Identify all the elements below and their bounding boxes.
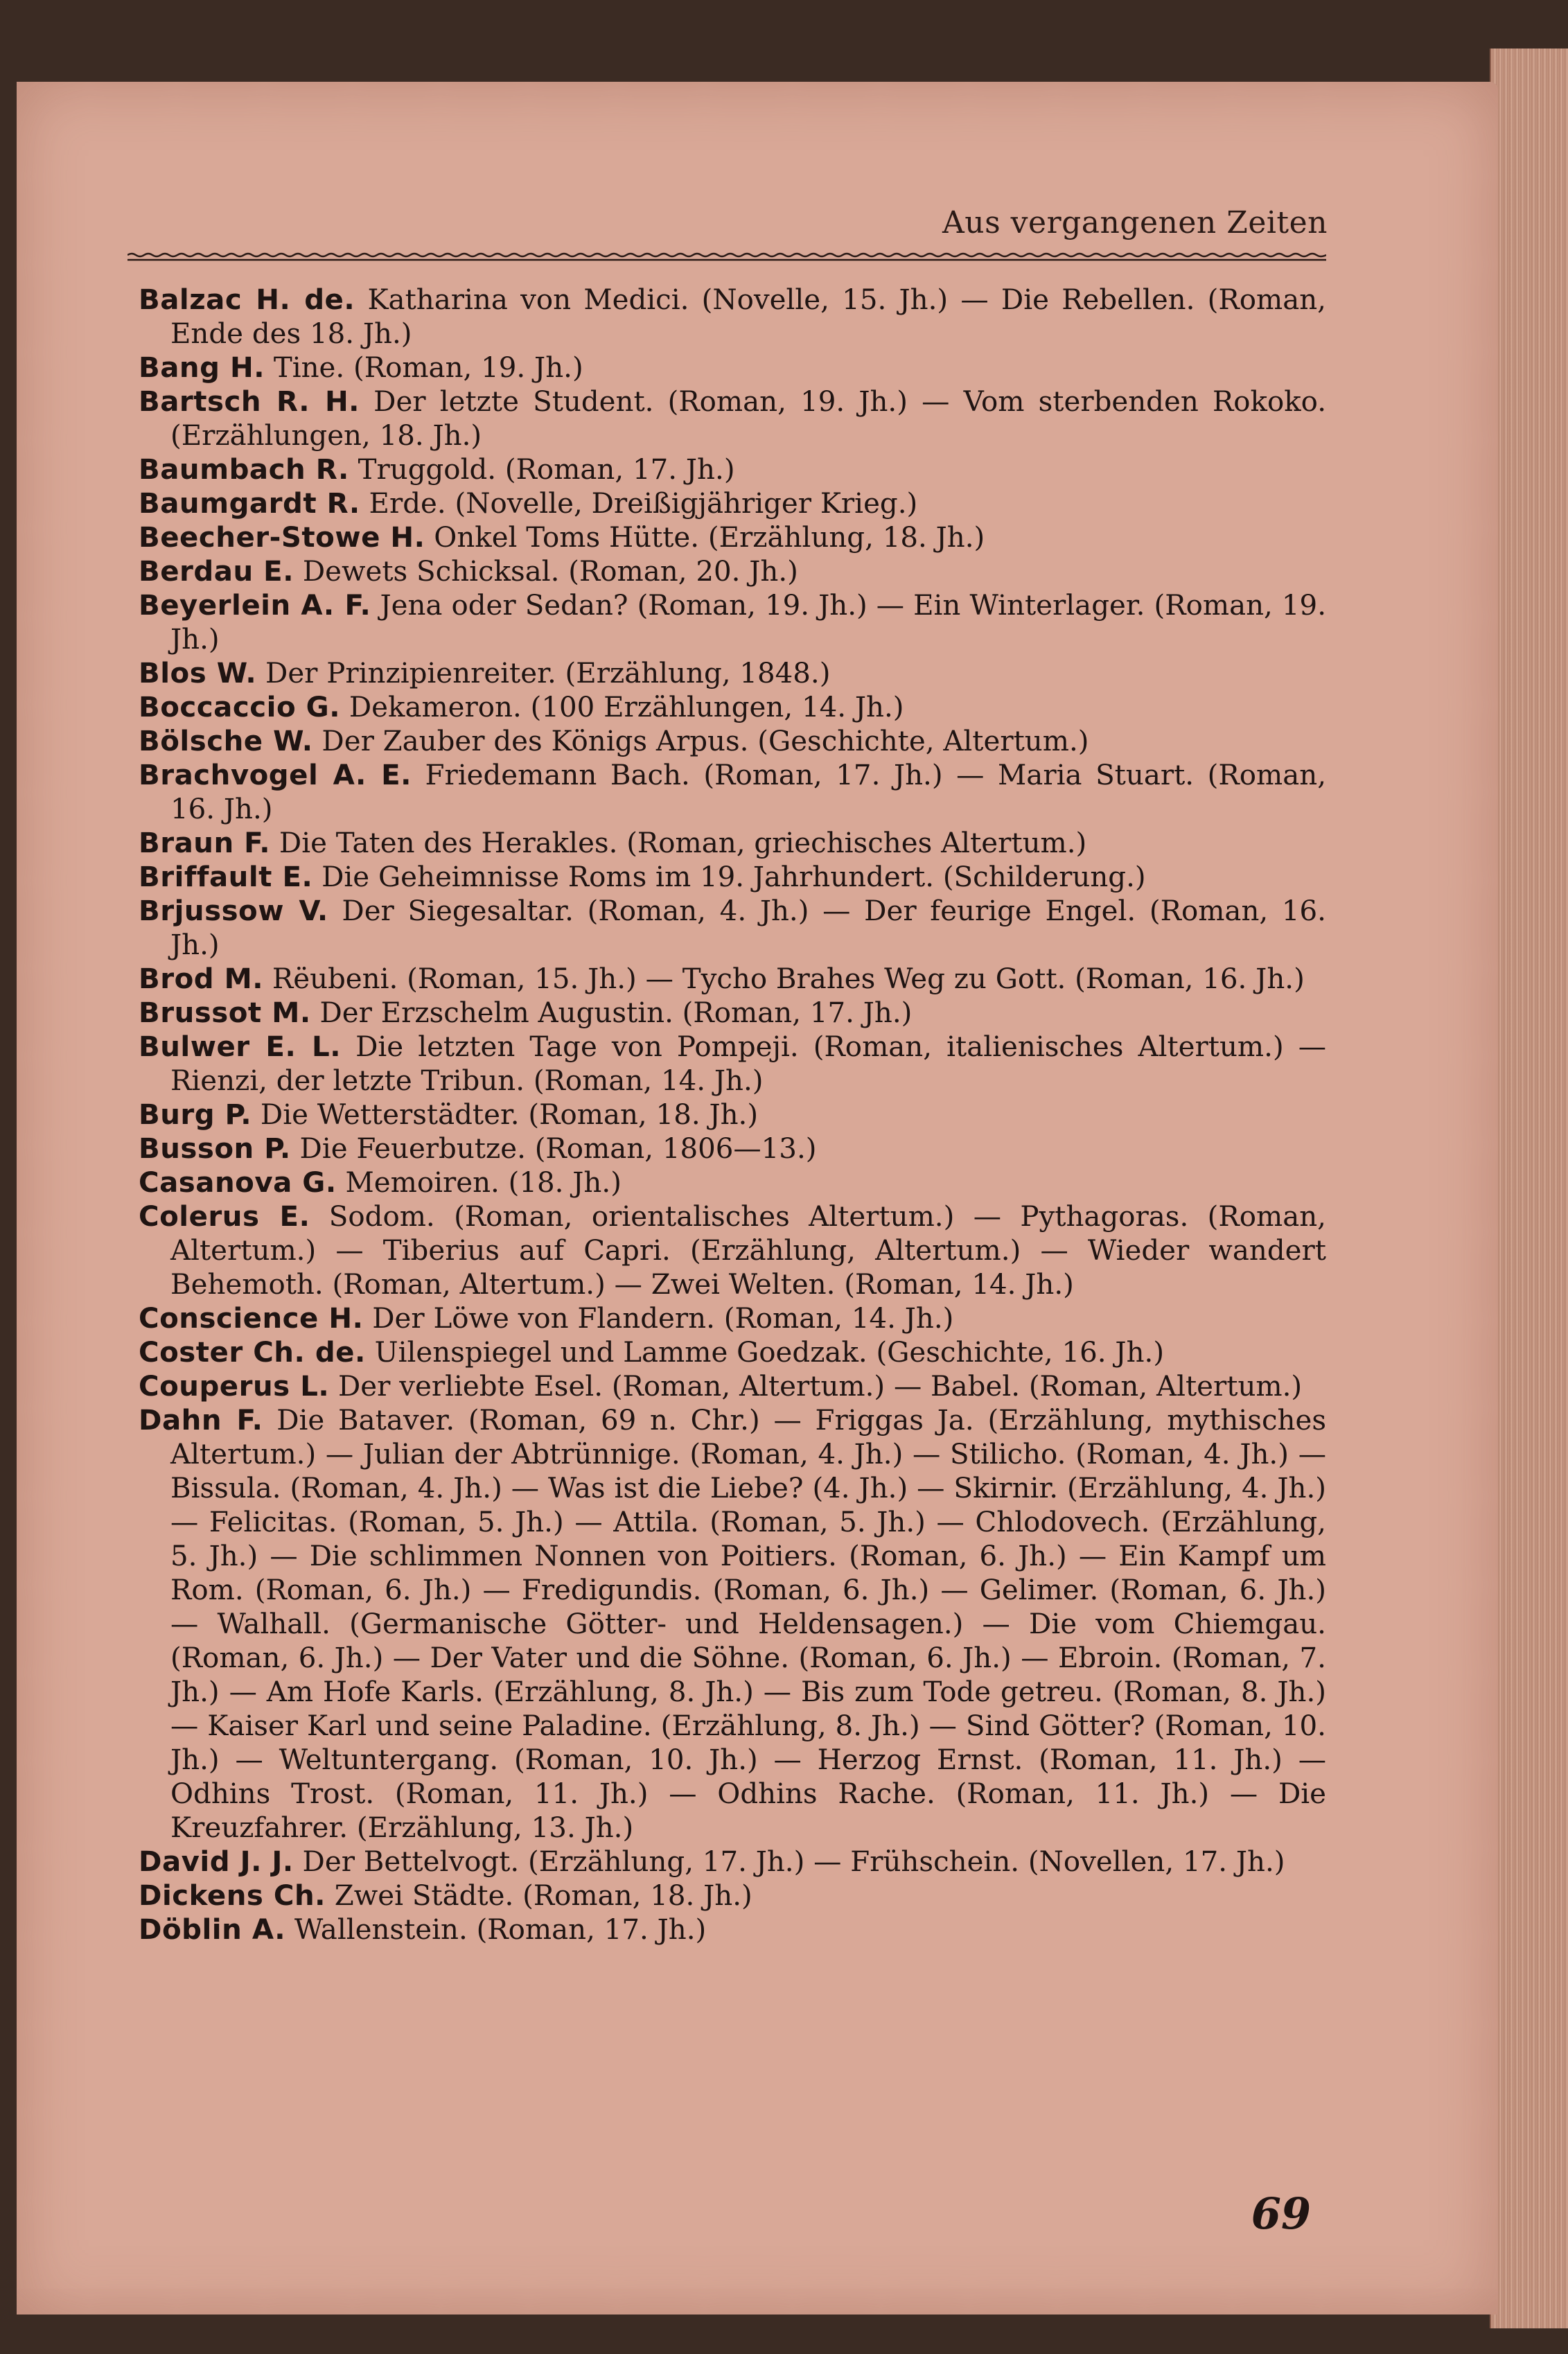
entry-author: Blos W. bbox=[139, 657, 257, 689]
entry-author: Döblin A. bbox=[139, 1913, 286, 1946]
list-item bbox=[139, 453, 1326, 486]
entry-author: Couperus L. bbox=[139, 1370, 330, 1403]
list-item bbox=[139, 962, 1326, 996]
entry-author: Balzac H. de. bbox=[139, 283, 355, 316]
entry-author: Bulwer E. L. bbox=[139, 1030, 342, 1063]
entry-author: Beyerlein A. F. bbox=[139, 589, 371, 622]
entry-author: Brachvogel A. E. bbox=[139, 759, 412, 791]
entry-text: Memoiren. (18. Jh.) bbox=[345, 1166, 622, 1199]
list-item bbox=[139, 1030, 1326, 1098]
list-item bbox=[139, 1166, 1326, 1200]
entry-text: Die Wetterstädter. (Roman, 18. Jh.) bbox=[260, 1098, 759, 1131]
entry-text: Der Löwe von Flandern. (Roman, 14. Jh.) bbox=[372, 1302, 954, 1335]
entry-text: Die letzten Tage von Pompeji. (Roman, italienisches Altertum.) — Rienzi, der letzte Tribun. (Roman, 14. Jh.) bbox=[170, 1030, 1327, 1097]
entry-text: Der Zauber des Königs Arpus. (Geschichte, Altertum.) bbox=[321, 725, 1089, 757]
entry-text: Der verliebte Esel. (Roman, Altertum.) — Babel. (Roman, Altertum.) bbox=[338, 1370, 1303, 1403]
entry-text: Der Siegesaltar. (Roman, 4. Jh.) — Der feurige Engel. (Roman, 16. Jh.) bbox=[170, 895, 1326, 961]
entry-text: Die Feuerbutze. (Roman, 1806—13.) bbox=[299, 1132, 817, 1165]
list-item bbox=[139, 860, 1326, 894]
list-item bbox=[139, 758, 1326, 826]
entry-author: Casanova G. bbox=[139, 1166, 337, 1199]
entry-author: Bölsche W. bbox=[139, 725, 313, 757]
entry-author: Boccaccio G. bbox=[139, 691, 341, 723]
entry-text: Dekameron. (100 Erzählungen, 14. Jh.) bbox=[349, 691, 904, 723]
entry-text: Jena oder Sedan? (Roman, 19. Jh.) — Ein Winterlager. (Roman, 19. Jh.) bbox=[170, 589, 1327, 656]
entry-author: Baumbach R. bbox=[139, 453, 349, 486]
list-item bbox=[139, 1879, 1326, 1913]
entry-author: Coster Ch. de. bbox=[139, 1336, 366, 1369]
list-item bbox=[139, 520, 1326, 554]
entry-author: Bang H. bbox=[139, 351, 265, 384]
list-item bbox=[139, 996, 1326, 1030]
entry-text: Der Prinzipienreiter. (Erzählung, 1848.) bbox=[265, 657, 831, 689]
list-item bbox=[139, 1913, 1326, 1947]
entry-author: Conscience H. bbox=[139, 1302, 364, 1335]
entry-author: Beecher-Stowe H. bbox=[139, 521, 425, 554]
entry-text: Der Erzschelm Augustin. (Roman, 17. Jh.) bbox=[319, 996, 913, 1029]
book-page bbox=[17, 82, 1498, 2315]
list-item bbox=[139, 1335, 1326, 1369]
entry-author: Busson P. bbox=[139, 1132, 291, 1165]
page-edges bbox=[1490, 49, 1568, 2328]
entry-text: Die Bataver. (Roman, 69 n. Chr.) — Friggas Ja. (Erzählung, mythisches Altertum.) — Julian der Abtrünnige. (Roman, 4. Jh.) — Stilicho. (Roman, 4. Jh.) — Bissula. (Roman, 4. Jh.) — Was ist die Liebe? (4. Jh.) — Skirnir. (Erzählung, 4. Jh.) — Felicitas. (Roman, 5. Jh.) — Attila. (Roman, 5. Jh.) — Chlodovech. (Erzählung, 5. Jh.) — Die schlimmen Nonnen von Poitiers. (Roman, 6. Jh.) — Ein Kampf um Rom. (Roman, 6. Jh.) — Fredigundis. (Roman, 6. Jh.) — Gelimer. (Roman, 6. Jh.) — Walhall. (Germanische Götter- und Heldensagen.) — Die vom Chiemgau. (Roman, 6. Jh.) — Der Vater und die Söhne. (Roman, 6. Jh.) — Ebroin. (Roman, 7. Jh.) — Am Hofe Karls. (Erzählung, 8. Jh.) — Bis zum Tode getreu. (Roman, 8. Jh.) — Kaiser Karl und seine Paladine. (Erzählung, 8. Jh.) — Sind Götter? (Roman, 10. Jh.) — Weltuntergang. (Roman, 10. Jh.) — Herzog Ernst. (Roman, 11. Jh.) — Odhins Trost. (Roman, 11. Jh.) — Odhins Rache. (Roman, 11. Jh.) — Die Kreuzfahrer. (Erzählung, 13. Jh.) bbox=[170, 1404, 1326, 1844]
list-item bbox=[139, 283, 1326, 351]
entry-text: Zwei Städte. (Roman, 18. Jh.) bbox=[334, 1879, 752, 1912]
list-item bbox=[139, 1098, 1326, 1132]
entry-author: Braun F. bbox=[139, 827, 271, 859]
bibliography-list bbox=[139, 283, 1326, 1947]
running-head: Aus vergangenen Zeiten bbox=[942, 205, 1328, 240]
entry-author: Briffault E. bbox=[139, 861, 313, 893]
list-item bbox=[139, 588, 1326, 656]
entry-author: Burg P. bbox=[139, 1098, 252, 1131]
entry-text: Sodom. (Roman, orientalisches Altertum.) — Pythagoras. (Roman, Altertum.) — Tiberius auf Capri. (Erzählung, Altertum.) — Wieder wandert Behemoth. (Roman, Altertum.) — Zwei Welten. (Roman, 14. Jh.) bbox=[170, 1200, 1326, 1301]
entry-text: Friedemann Bach. (Roman, 17. Jh.) — Maria Stuart. (Roman, 16. Jh.) bbox=[170, 759, 1326, 825]
list-item bbox=[139, 1845, 1326, 1879]
entry-author: Bartsch R. H. bbox=[139, 385, 360, 418]
list-item bbox=[139, 724, 1326, 758]
entry-text: Der letzte Student. (Roman, 19. Jh.) — Vom sterbenden Rokoko. (Erzählungen, 18. Jh.) bbox=[170, 385, 1327, 452]
entry-text: Erde. (Novelle, Dreißigjähriger Krieg.) bbox=[369, 487, 918, 520]
list-item bbox=[139, 894, 1326, 962]
list-item bbox=[139, 826, 1326, 860]
entry-text: Onkel Toms Hütte. (Erzählung, 18. Jh.) bbox=[434, 521, 985, 554]
entry-text: Dewets Schicksal. (Roman, 20. Jh.) bbox=[302, 555, 798, 588]
entry-text: Die Geheimnisse Roms im 19. Jahrhundert. (Schilderung.) bbox=[321, 861, 1146, 893]
entry-author: Brussot M. bbox=[139, 996, 311, 1029]
list-item bbox=[139, 385, 1326, 453]
entry-text: Rëubeni. (Roman, 15. Jh.) — Tycho Brahes Weg zu Gott. (Roman, 16. Jh.) bbox=[272, 963, 1305, 995]
wavy-rule bbox=[127, 252, 1326, 262]
entry-author: Dickens Ch. bbox=[139, 1879, 326, 1912]
list-item bbox=[139, 486, 1326, 520]
list-item bbox=[139, 1369, 1326, 1403]
entry-author: Brod M. bbox=[139, 963, 264, 995]
list-item bbox=[139, 1403, 1326, 1845]
entry-author: Dahn F. bbox=[139, 1404, 263, 1437]
entry-text: Die Taten des Herakles. (Roman, griechisches Altertum.) bbox=[279, 827, 1087, 859]
entry-author: Berdau E. bbox=[139, 555, 294, 588]
list-item bbox=[139, 554, 1326, 588]
entry-author: David J. J. bbox=[139, 1845, 294, 1878]
list-item bbox=[139, 351, 1326, 385]
entry-text: Uilenspiegel und Lamme Goedzak. (Geschichte, 16. Jh.) bbox=[374, 1336, 1165, 1369]
entry-text: Tine. (Roman, 19. Jh.) bbox=[273, 351, 583, 384]
page-number: 69 bbox=[1251, 2188, 1311, 2239]
entry-author: Baumgardt R. bbox=[139, 487, 360, 520]
list-item bbox=[139, 1200, 1326, 1301]
list-item bbox=[139, 1132, 1326, 1166]
entry-text: Wallenstein. (Roman, 17. Jh.) bbox=[294, 1913, 707, 1946]
entry-text: Truggold. (Roman, 17. Jh.) bbox=[358, 453, 735, 486]
list-item bbox=[139, 690, 1326, 724]
entry-author: Brjussow V. bbox=[139, 895, 328, 927]
entry-author: Colerus E. bbox=[139, 1200, 310, 1233]
list-item bbox=[139, 1301, 1326, 1335]
list-item bbox=[139, 656, 1326, 690]
entry-text: Der Bettelvogt. (Erzählung, 17. Jh.) — Frühschein. (Novellen, 17. Jh.) bbox=[302, 1845, 1285, 1878]
entry-text: Katharina von Medici. (Novelle, 15. Jh.) — Die Rebellen. (Roman, Ende des 18. Jh.) bbox=[170, 283, 1326, 350]
